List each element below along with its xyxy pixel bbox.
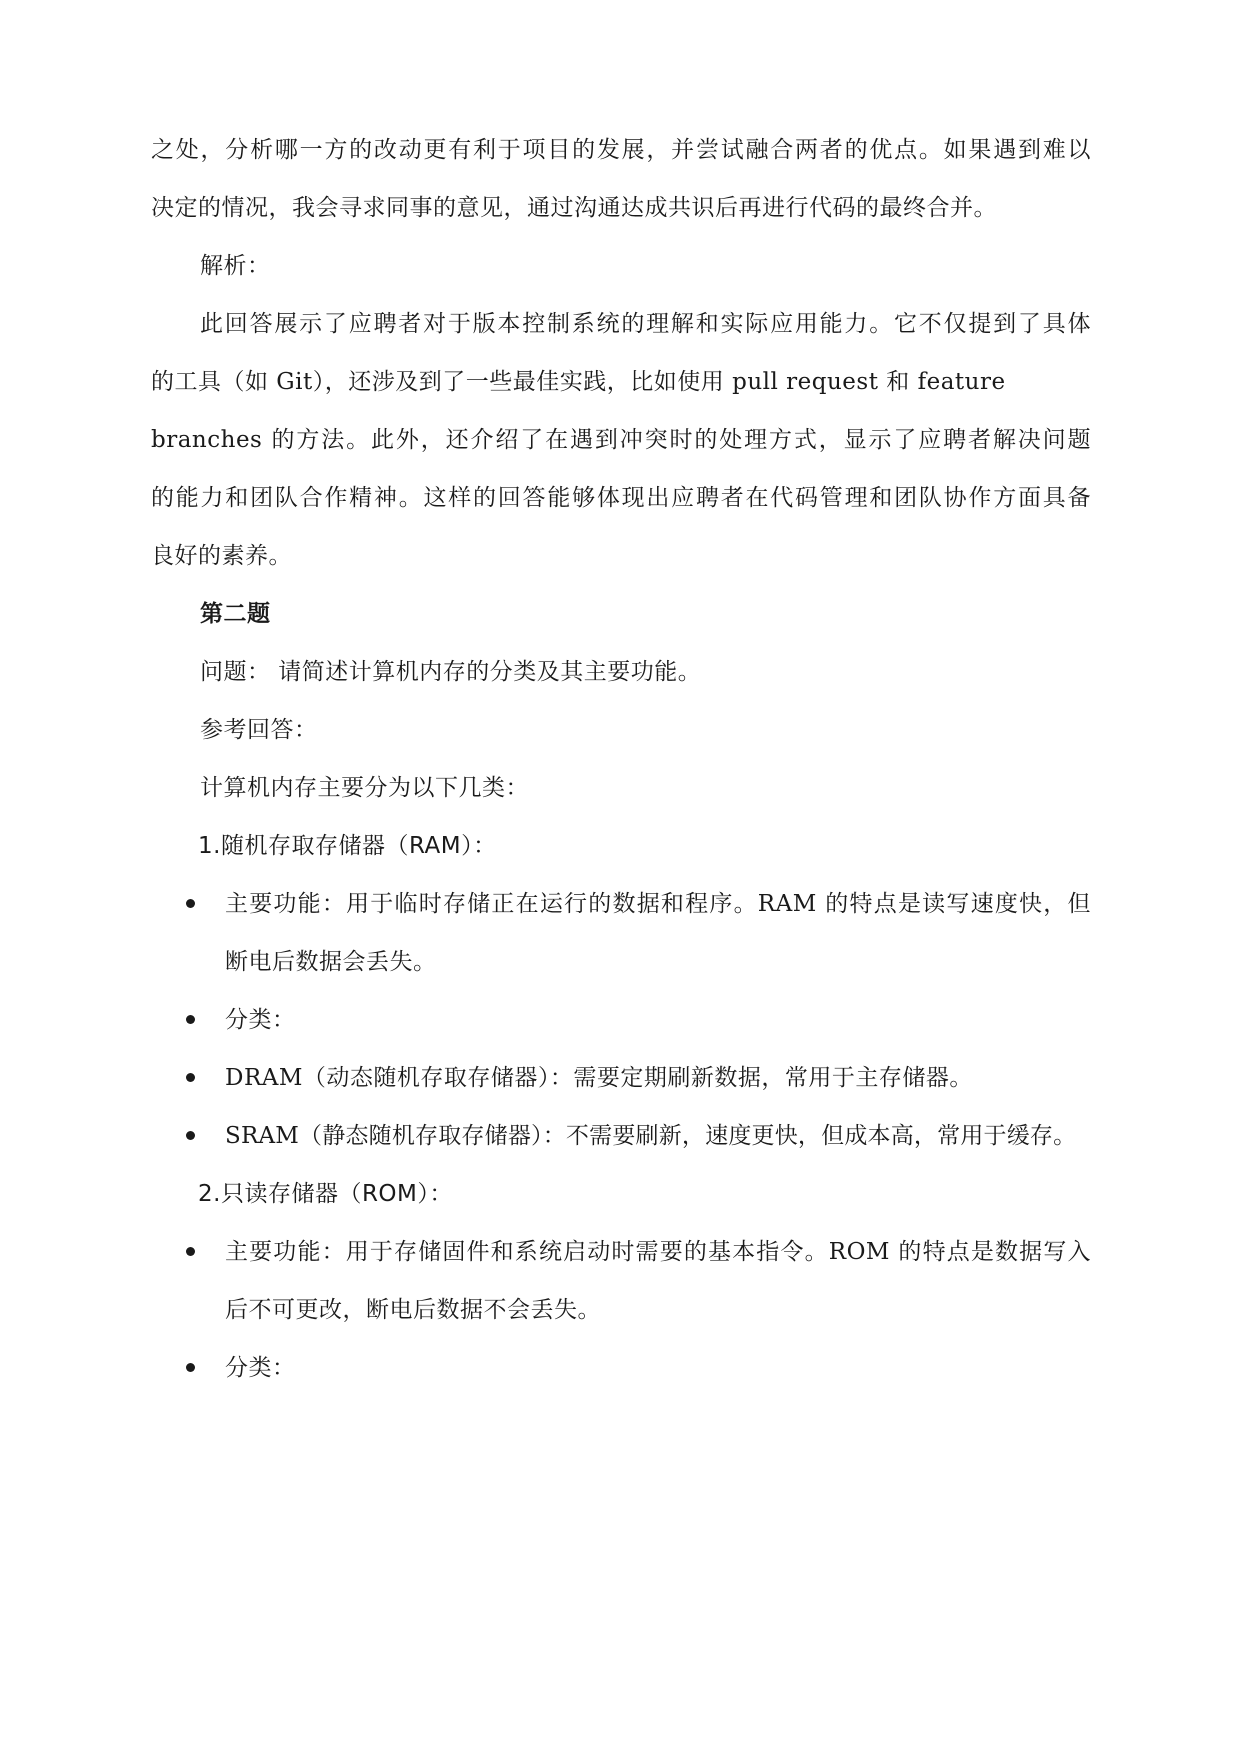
numbered-heading: 1.随机存取存储器（RAM）： [198, 833, 497, 859]
bullet-icon [186, 1073, 195, 1082]
paragraph-line: 计算机内存主要分为以下几类： [200, 775, 529, 801]
bullet-icon [186, 1015, 195, 1024]
paragraph-line: 之处，分析哪一方的改动更有利于项目的发展，并尝试融合两者的优点。如果遇到难以 [151, 137, 1091, 163]
paragraph-line: 良好的素养。 [151, 543, 292, 569]
paragraph-line: branches 的方法。此外，还介绍了在遇到冲突时的处理方式，显示了应聘者解决问题 [151, 427, 1091, 453]
question-line: 问题： 请简述计算机内存的分类及其主要功能。 [200, 659, 702, 685]
numbered-heading: 2.只读存储器（ROM）： [198, 1181, 453, 1207]
paragraph-line: 此回答展示了应聘者对于版本控制系统的理解和实际应用能力。它不仅提到了具体 [200, 311, 1091, 337]
bullet-text-continued: 断电后数据会丢失。 [225, 949, 437, 975]
paragraph-line: 的工具（如 Git），还涉及到了一些最佳实践，比如使用 pull request 和 feature [151, 369, 1006, 395]
bullet-text: 分类： [225, 1007, 296, 1033]
bullet-text: DRAM（动态随机存取存储器）：需要定期刷新数据，常用于主存储器。 [225, 1065, 973, 1091]
paragraph-line: 的能力和团队合作精神。这样的回答能够体现出应聘者在代码管理和团队协作方面具备 [151, 485, 1091, 511]
paragraph-line: 决定的情况，我会寻求同事的意见，通过沟通达成共识后再进行代码的最终合并。 [151, 195, 997, 221]
bullet-icon [186, 899, 195, 908]
bullet-text: SRAM（静态随机存取存储器）：不需要刷新，速度更快，但成本高，常用于缓存。 [225, 1123, 1077, 1149]
bullet-text: 主要功能：用于存储固件和系统启动时需要的基本指令。ROM 的特点是数据写入 [225, 1239, 1091, 1265]
bullet-text: 分类： [225, 1355, 296, 1381]
bullet-text: 主要功能：用于临时存储正在运行的数据和程序。RAM 的特点是读写速度快，但 [225, 891, 1091, 917]
reference-answer-label: 参考回答： [200, 717, 318, 743]
bullet-text-continued: 后不可更改，断电后数据不会丢失。 [225, 1297, 601, 1323]
analysis-label: 解析： [200, 253, 271, 279]
section-heading: 第二题 [200, 601, 271, 627]
bullet-icon [186, 1247, 195, 1256]
bullet-icon [186, 1131, 195, 1140]
bullet-icon [186, 1363, 195, 1372]
